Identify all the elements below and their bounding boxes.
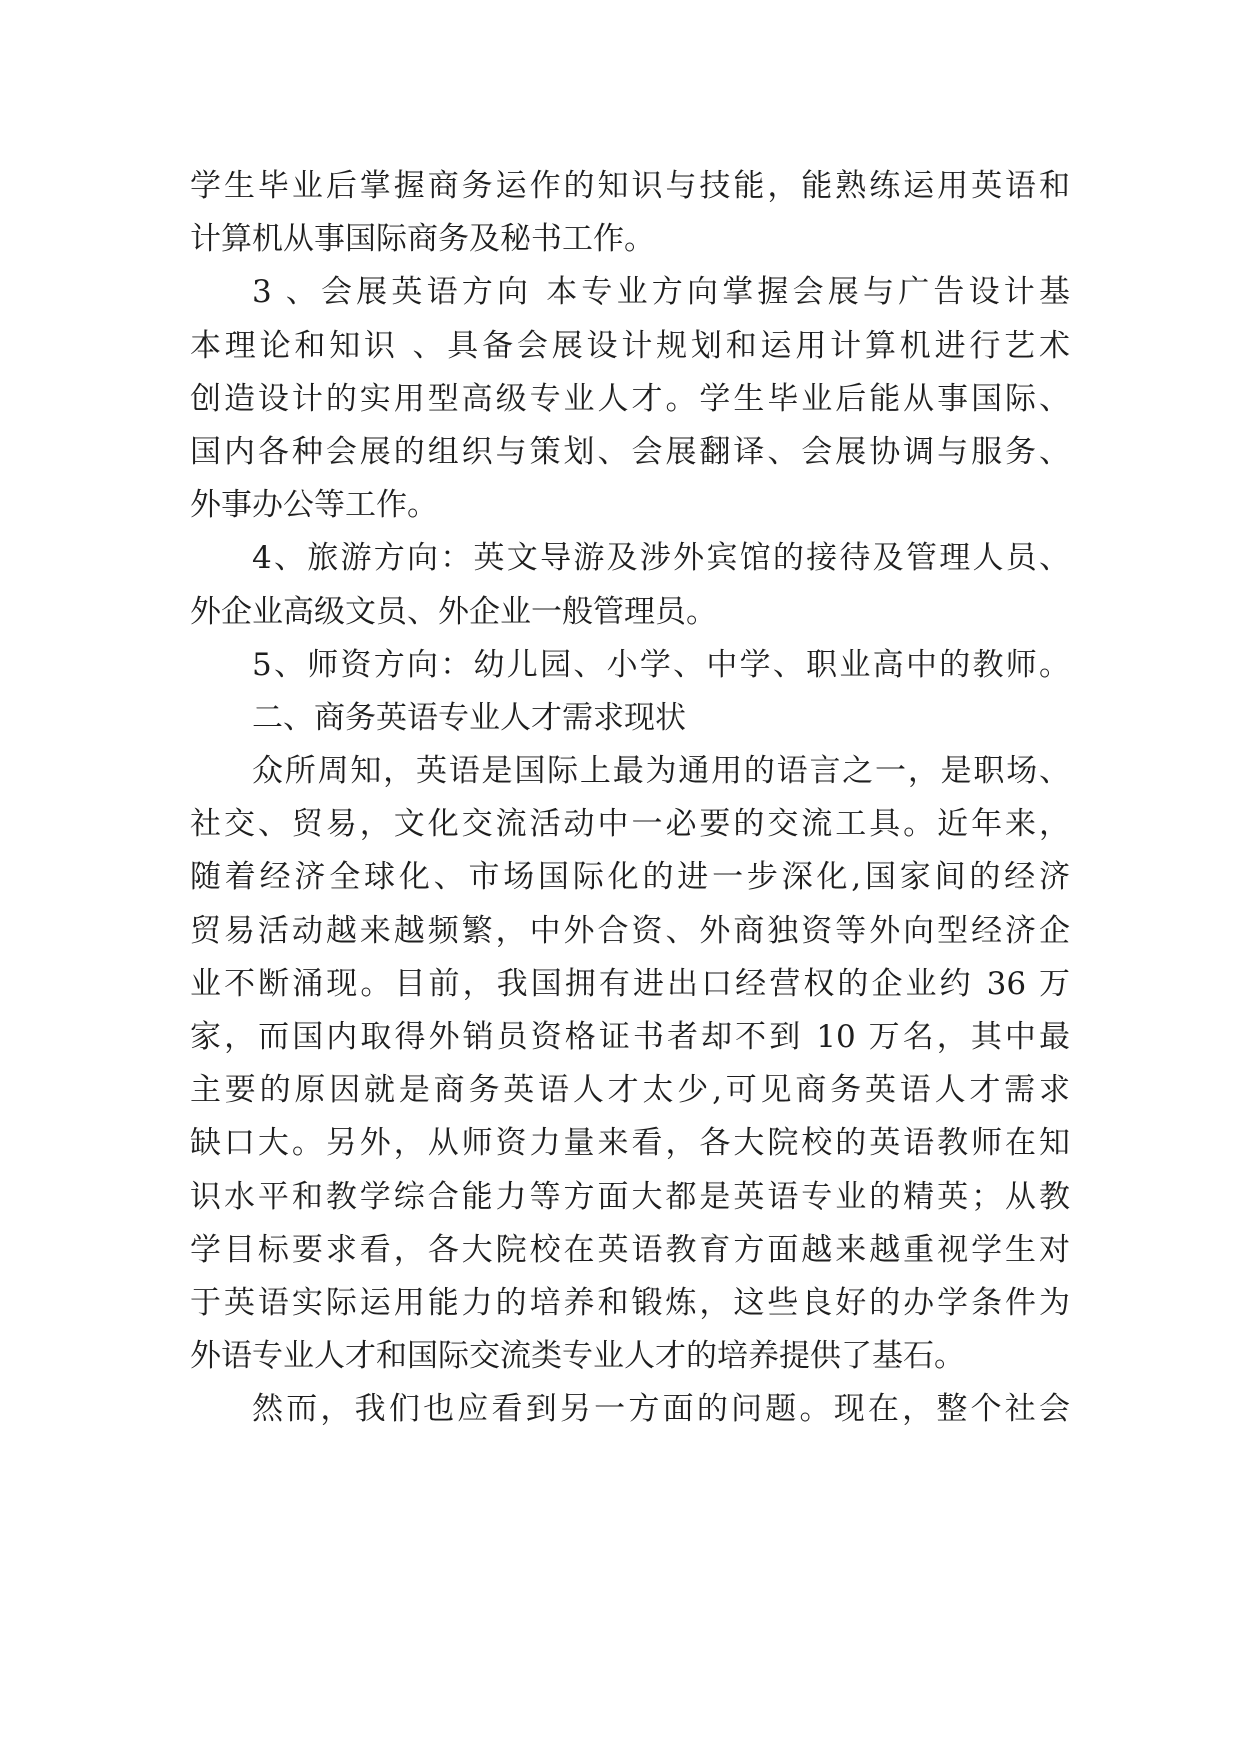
text-line: 计算机从事国际商务及秘书工作。 xyxy=(190,221,655,258)
section-heading: 二、商务英语专业人才需求现状 xyxy=(252,699,686,736)
text-line: 外企业高级文员、外企业一般管理员。 xyxy=(190,593,717,630)
text-line: 国内各种会展的组织与策划、会展翻译、会展协调与服务、 xyxy=(190,433,1070,470)
text-line: 本理论和知识 、具备会展设计规划和运用计算机进行艺术 xyxy=(190,327,1070,364)
text-line: 众所周知，英语是国际上最为通用的语言之一，是职场、 xyxy=(252,753,1070,790)
body-text xyxy=(190,160,1070,1437)
text-line: 学目标要求看，各大院校在英语教育方面越来越重视学生对 xyxy=(190,1231,1070,1268)
text-line: 外事办公等工作。 xyxy=(190,487,438,524)
text-line: 贸易活动越来越频繁，中外合资、外商独资等外向型经济企 xyxy=(190,912,1070,949)
text-line: 随着经济全球化、市场国际化的进一步深化,国家间的经济 xyxy=(190,859,1070,896)
text-line: 缺口大。另外，从师资力量来看，各大院校的英语教师在知 xyxy=(190,1125,1070,1162)
text-line: 学生毕业后掌握商务运作的知识与技能，能熟练运用英语和 xyxy=(190,168,1070,204)
text-line: 外语专业人才和国际交流类专业人才的培养提供了基石。 xyxy=(190,1338,965,1375)
text-line: 5、师资方向：幼儿园、小学、中学、职业高中的教师。 xyxy=(252,646,1070,683)
text-line: 3 、会展英语方向 本专业方向掌握会展与广告设计基 xyxy=(252,274,1070,311)
text-line: 创造设计的实用型高级专业人才。学生毕业后能从事国际、 xyxy=(190,380,1070,417)
text-line: 业不断涌现。目前，我国拥有进出口经营权的企业约 36 万 xyxy=(190,965,1070,1002)
text-line: 主要的原因就是商务英语人才太少,可见商务英语人才需求 xyxy=(190,1072,1070,1109)
text-line: 然而，我们也应看到另一方面的问题。现在，整个社会 xyxy=(252,1391,1070,1428)
text-line: 识水平和教学综合能力等方面大都是英语专业的精英；从教 xyxy=(190,1178,1070,1215)
text-line: 于英语实际运用能力的培养和锻炼，这些良好的办学条件为 xyxy=(190,1284,1070,1321)
text-line: 家，而国内取得外销员资格证书者却不到 10 万名，其中最 xyxy=(190,1019,1070,1055)
text-line: 4、旅游方向：英文导游及涉外宾馆的接待及管理人员、 xyxy=(252,540,1070,577)
text-line: 社交、贸易，文化交流活动中一必要的交流工具。近年来， xyxy=(190,806,1070,843)
